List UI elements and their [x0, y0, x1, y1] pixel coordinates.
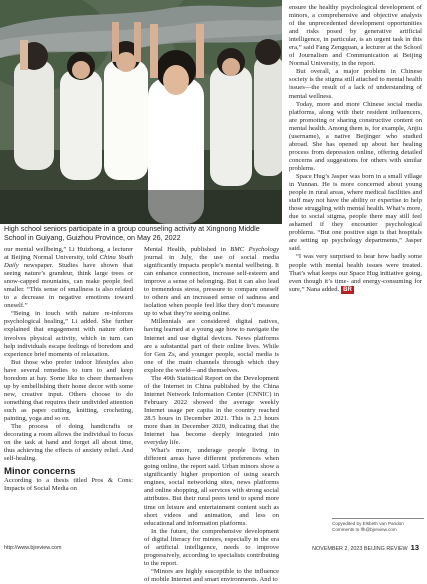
paragraph: But those who prefer indoor lifestyles also have several remedies to turn to and keep boredom at bay. Some like to cheer themselves up by embellishing their home decor with some new, creative input. Others choose to do something that requires their undivided attention such as paper cutting, knitting, crocheting, painting, yoga and so on. [4, 358, 133, 422]
paragraph: Space Hug’s Jasper was born in a small village in Yunnan. He is more concerned about young people in rural areas, where medical facilities and staff may not have the ability or expertise to help those struggling with mental health. What’s more, due to social stigma, people there may still feel ashamed if they encounter psychological problems. “But one positive sign is that hospitals are setting up psychology departments,” Jasper said. [289, 172, 422, 253]
paragraph: What’s more, underage people living in different areas have different preferences when going online, the report said. Urban minors show a significantly higher proportion of using search engines, social networking sites, news platforms and online shopping, all services with strong social attributes. But their rural peers tend to spend more time on leisure and entertainment content such as short videos and animation, and less on educational and information platforms. [144, 447, 279, 527]
photo-group-counseling [0, 0, 282, 224]
paragraph: Today, more and more Chinese social media platforms, along with their resident influencers, are promoting or sharing constructive content on mental health. Among them is, for example, Anjiu (username), a native Beijinger who studied abroad. She has opened up about her healing process from depression online, offering detailed concerns and suggestions for others with similar problems. [289, 100, 422, 172]
paragraph: Millennials are considered digital natives, having learned at a young age how to navigate the Internet and use digital devices. News platforms are a substantial part of their online lives. While for Gen Zs, and younger people, social media is one of the main channels through which they explore the world—and themselves. [144, 318, 279, 374]
footer-publication [312, 543, 419, 552]
paragraph: According to a thesis titled Pros & Cons: Impacts of Social Media on [4, 477, 133, 493]
article-column-1 [4, 246, 133, 493]
paragraph: Mental Health, published in BMC Psychology journal in July, the use of social media significantly impacts people’s mental wellbeing. It can enhance connection, increase self-esteem and improve a sense of belonging. But it can also lead to tremendous stress, pressure to compare oneself to others and an increased sense of sadness and isolation when people feel like they don’t measure up to what they’re seeing online. [144, 246, 279, 318]
photo-illustration [0, 0, 282, 224]
footer-date: NOVEMBER 2, 2023 BEIJING REVIEW [312, 546, 408, 552]
paragraph: In the future, the comprehensive development of digital literacy for minors, especially in the era of artificial intelligence, needs to improve progressively, according to specialists contributing to the report. [144, 527, 279, 567]
paragraph: our mental wellbeing,” Li Huizhong, a lecturer at Beijing Normal University, told China Youth Daily newspaper. Studies have shown that seeing nature’s grandeur, think large trees or snow-capped mountains, can make people feel smaller. “This sense of smallness is also related to a decrease in negative emotions toward oneself.” [4, 246, 134, 310]
article-column-3 [289, 4, 422, 294]
photo-caption: High school seniors participate in a group counseling activity at Xingnong Middle School in Guiyang, Guizhou Province, on May 26, 2022 [4, 224, 260, 242]
paragraph: But overall, a major problem in Chinese society is the stigma still attached to mental health issues—the result of a lack of understanding of mental wellness. [289, 68, 422, 100]
section-subhead: Minor concerns [4, 466, 76, 478]
article-column-2 [144, 246, 279, 584]
copyedit-credit [332, 518, 424, 533]
br-end-mark: BR [343, 286, 352, 293]
paragraph: “Being in touch with nature re-inforces psychological healing,” Li added. She further explained that engagement with nature often involves physical activity, which in turn can help individuals escape feelings of boredom and experience brief moments of relaxation. [4, 310, 133, 358]
copyedit-line: Copyedited by Elsbeth van Paridon [332, 521, 404, 526]
page-number: 13 [410, 543, 419, 552]
paragraph: The process of doing handicrafts or decorating a room allows the individual to focus on the task at hand and forget all about time, thus achieving the effects of anxiety relief. And self-healing. [4, 423, 133, 463]
footer-url: http://www.bjreview.com [4, 545, 62, 551]
comments-line: Comments to lfh@bjreview.com [332, 526, 397, 532]
paragraph: “I was very surprised to hear how badly some people with mental health issues were treated. That’s what keeps our Space Hug initiative going, even though it’s time- and energy-consuming for sure,” Nana added. BR [289, 253, 422, 293]
paragraph: “Minors are highly susceptible to the influence of mobile Internet and smart environments. And to [144, 567, 279, 583]
paragraph: The 49th Statistical Report on the Development of the Internet in China published by the China Internet Network Information Center (CNNIC) in February 2022 showed the average weekly Internet usage per capita in the country reached 28.5 hours in December 2021. This is 2.3 hours more than in December 2020, indicating that the Internet has become deeply integrated into everyday life. [144, 374, 279, 447]
paragraph: ensure the healthy psychological development of minors, a comprehensive and objective analysis of the unprecedented development opportunities and risks posed by generative artificial intelligence, in particular, is an urgent task in this era,” said Fang Zengquan, a lecturer at the School of Journalism and Communication at Beijing Normal University, in the report. [289, 4, 422, 68]
